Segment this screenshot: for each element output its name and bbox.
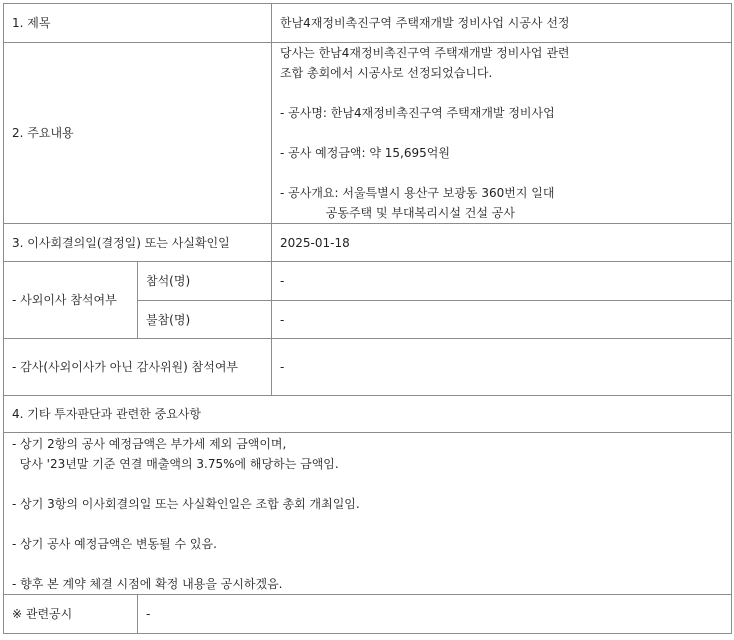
absent-value: -: [272, 301, 732, 339]
row-other-header: [4, 396, 732, 433]
main-label: 2. 주요내용: [4, 43, 272, 224]
main-value: 당사는 한남4재정비촉진구역 주택재개발 정비사업 관련 조합 총회에서 시공사로 선정되었습니다. - 공사명: 한남4재정비촉진구역 주택재개발 정비사업 - 공사 예정금액: 약 15,695억원 - 공사개요: 서울특별시 용산구 보광동 360번지 일대 공동주택 및 부대복리시설 건설 공사: [272, 43, 732, 224]
row-outside-present: [4, 262, 732, 301]
row-other-content: [4, 433, 732, 595]
present-label: 참석(명): [138, 262, 272, 301]
row-date: [4, 224, 732, 262]
title-value: 한남4재정비촉진구역 주택재개발 정비사업 시공사 선정: [272, 4, 732, 43]
row-related: [4, 595, 732, 634]
absent-label: 불참(명): [138, 301, 272, 339]
date-label: 3. 이사회결의일(결정일) 또는 사실확인일: [4, 224, 272, 262]
related-value: -: [138, 595, 732, 634]
present-value: -: [272, 262, 732, 301]
related-label: ※ 관련공시: [4, 595, 138, 634]
other-value: - 상기 2항의 공사 예정금액은 부가세 제외 금액이며, 당사 '23년말 기준 연결 매출액의 3.75%에 해당하는 금액임. - 상기 3항의 이사회결의일 또는 사실확인일은 조합 총회 개최일임. - 상기 공사 예정금액은 변동될 수 있음. - 향후 본 계약 체결 시점에 확정 내용을 공시하겠음.: [4, 433, 732, 595]
row-title: [4, 4, 732, 43]
other-label: 4. 기타 투자판단과 관련한 중요사항: [4, 396, 732, 433]
row-auditor: [4, 339, 732, 396]
row-main: [4, 43, 732, 224]
disclosure-table: [3, 3, 732, 634]
outside-director-label: - 사외이사 참석여부: [4, 262, 138, 339]
auditor-value: -: [272, 339, 732, 396]
date-value: 2025-01-18: [272, 224, 732, 262]
title-label: 1. 제목: [4, 4, 272, 43]
auditor-label: - 감사(사외이사가 아닌 감사위원) 참석여부: [4, 339, 272, 396]
